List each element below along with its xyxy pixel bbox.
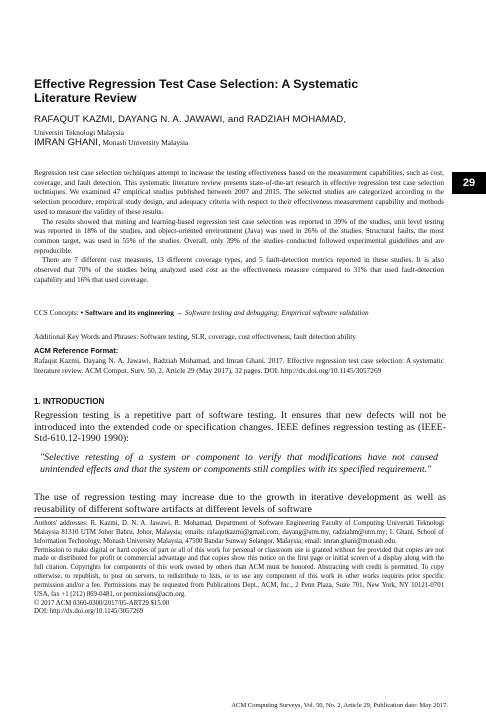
acm-reference: Rafaqut Kazmi, Dayang N. A. Jawawi, Radziah Mohamad, and Imran Ghani. 2017. Effective regression test case selection: A systematic literature review. ACM Comput. Surv. 50, 2, Article 29 (May 2017), 32 pages. DOI: http://dx.doi.org/10.1145/3057269 (34, 356, 444, 375)
footnote (34, 520, 444, 617)
ccs-concepts-text: Software testing and debugging; Empirical software validation (184, 308, 369, 317)
section-heading: 1. INTRODUCTION (34, 397, 105, 406)
abstract-paragraph: There are 7 different cost measures, 13 different coverage types, and 5 fault-detection metrics reported in these studies. It is also observed that 70% of the studies being analyzed used cost as the effectiveness measure compared to 31% that used fault-detection capability and 16% that used coverage. (34, 255, 444, 284)
article-number-tab: 29 (452, 172, 486, 194)
paper-title: Effective Regression Test Case Selection: A Systematic Literature Review (34, 77, 359, 105)
paper-page (34, 0, 448, 720)
author-name: IMRAN GHANI, (34, 137, 101, 148)
intro-paragraph: Regression testing is a repetitive part of software testing. It ensures that new defects will not be introduced into the extended code or specification changes. IEEE defines regression testing as (IEEE-Std-610.12-1990 1990): (34, 410, 446, 445)
doi-line: DOI: http://dx.doi.org/10.1145/3057269 (34, 608, 144, 616)
page-footer: ACM Computing Surveys, Vol. 50, No. 2, Article 29, Publication date: May 2017. (231, 702, 448, 709)
ccs-bullet: • (80, 308, 84, 317)
ccs-category: Software and its engineering (83, 308, 174, 317)
authors-line: RAFAQUT KAZMI, DAYANG N. A. JAWAWI, and RADZIAH MOHAMAD, (34, 114, 347, 125)
abstract (34, 168, 444, 284)
permission-notice: Permission to make digital or hard copies of part or all of this work for personal or classroom use is granted without fee provided that copies are not made or distributed for profit or commercial advantage and that copies show this notice on the first page or initial screen of a display along with the full citation. Copyrights for components of this work owned by others than ACM must be honored. Abstracting with credit is permitted. To copy otherwise, to republish, to post on servers, to redistribute to lists, or to use any component of this work in other works requires prior specific permission and/or a fee. Permissions may be requested from Publications Dept., ACM, Inc., 2 Penn Plaza, Suite 701, New York, NY 10121-0701 USA, fax +1 (212) 869-0481, or permissions@acm.org. (34, 546, 444, 598)
affiliation: Universiti Teknologi Malaysia (34, 128, 125, 137)
affiliation: Monash University Malaysia (100, 138, 189, 147)
second-author-line (34, 137, 188, 148)
ccs-concepts (34, 308, 444, 318)
ccs-arrow: → (173, 308, 185, 317)
ccs-label: CCS Concepts: (34, 308, 81, 317)
keywords: Additional Key Words and Phrases: Software testing, SLR, coverage, cost effectiveness, fault detection ability (34, 332, 356, 341)
footnote-divider (34, 517, 446, 518)
abstract-paragraph: The results showed that mining and learning-based regression test case selection was reported in 39% of the studies, unit level testing was reported in 18% of the studies, and object-oriented environment (Java) was used in 26% of the studies. Structural faults, the most common target, was used in 55% of the studies. Overall, only 39% of the studies conducted followed experimental guidelines and are reproducible. (34, 216, 444, 255)
author-addresses: Authors' addresses: R. Kazmi, D. N. A. Jawawi, R. Mohamad, Department of Software Engineering Faculty of Computing Universiti Teknologi Malaysia 81310 UTM Johor Bahru, Johor, Malaysia; emails: rafaqutkazmi@gmail.com, dayang@utm.my, radziahm@utm.my; I. Ghani, School of Information Technology, Monash University Malaysia, 47500 Bandar Sunway Selangor, Malaysia; email: imran.ghani@monash.edu. (34, 520, 444, 545)
abstract-paragraph: Regression test case selection techniques attempt to increase the testing effectiveness based on the measurement capabilities, such as cost, coverage, and fault detection. This systematic literature review presents state-of-the-art research in effective regression test case selection techniques. We examined 47 empirical studies published between 2007 and 2015. The selected studies are categorized according to the selection procedure, empirical study design, and adequacy criteria with respect to their effectiveness measurement capability and methods used to measure the validity of these results. (34, 168, 444, 216)
ieee-definition-quote: "Selective retesting of a system or component to verify that modifications have not caused unintended effects and that the system or components still complies with its specified requirement." (40, 452, 438, 475)
intro-paragraph: The use of regression testing may increase due to the growth in iterative development as well as reusability of different software artifacts at different levels of software (34, 492, 446, 515)
acm-reference-heading: ACM Reference Format: (34, 346, 119, 355)
copyright-line: © 2017 ACM 0360-0300/2017/05-ART29 $15.00 (34, 599, 170, 607)
